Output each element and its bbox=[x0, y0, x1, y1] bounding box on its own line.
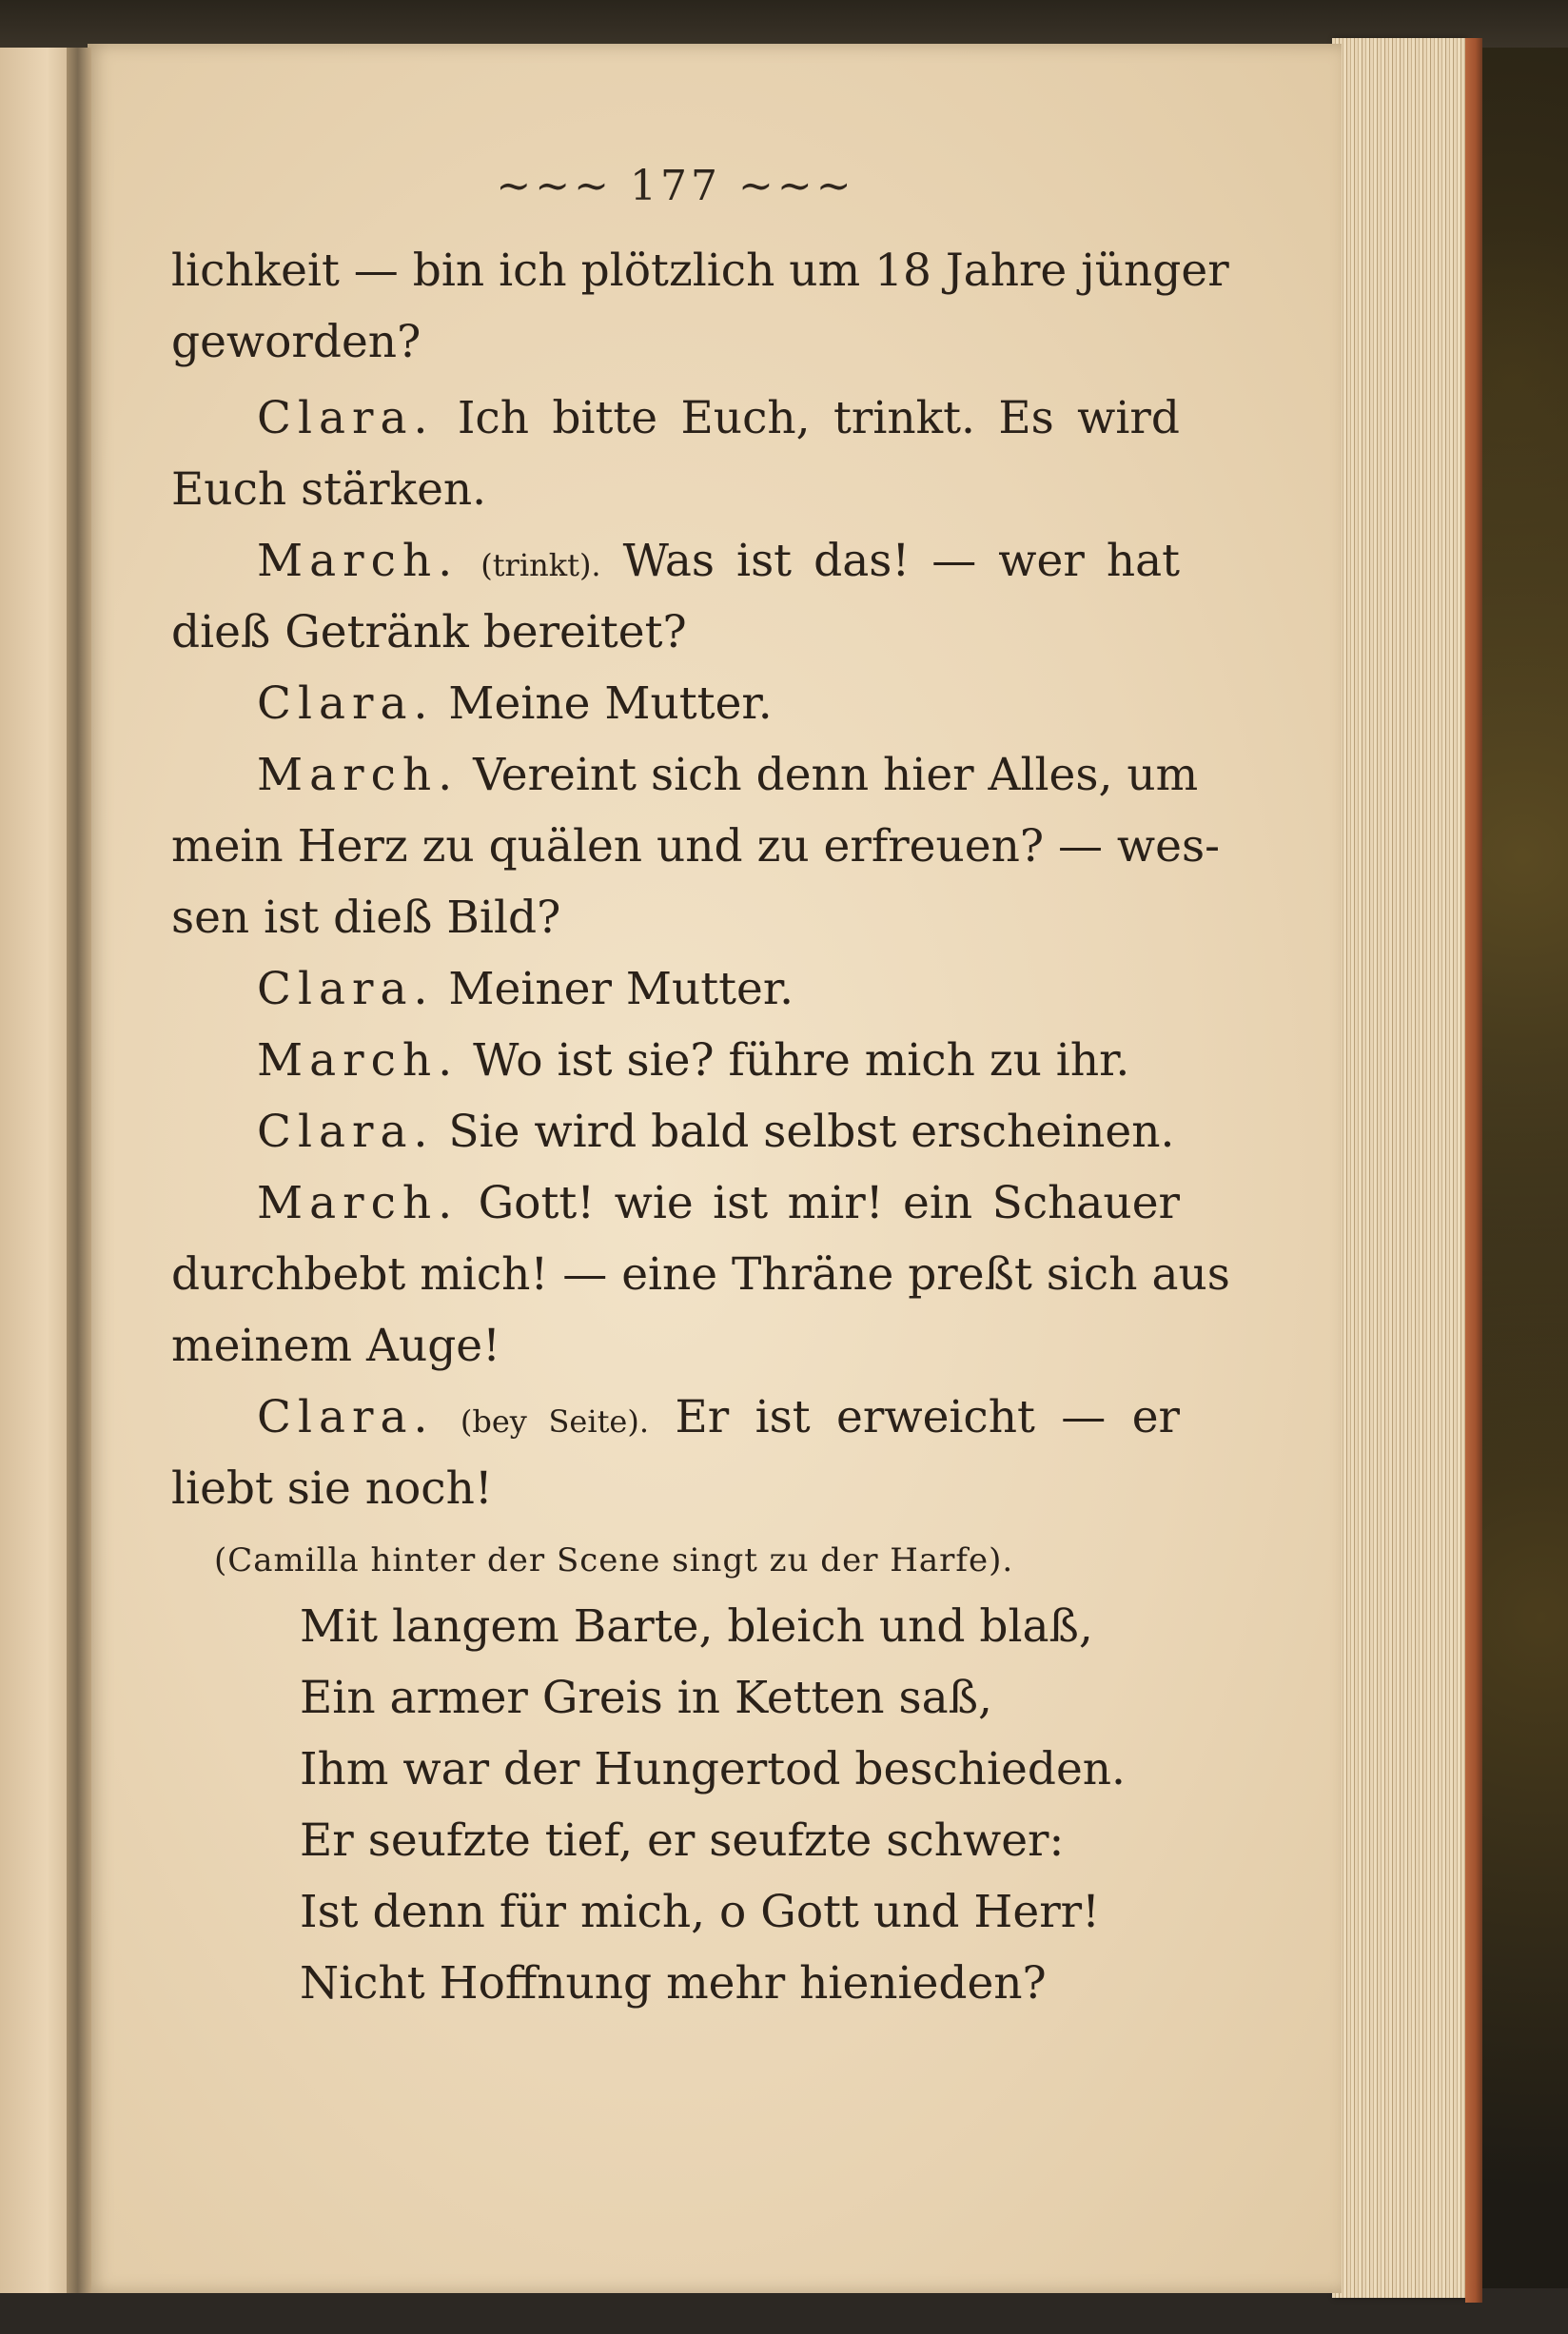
stage-direction: (Camilla hinter der Scene singt zu der Harfe). bbox=[214, 1541, 1014, 1579]
line-text: Was ist das! — wer hat bbox=[622, 535, 1181, 587]
verse-line: Nicht Hoffnung mehr hienieden? bbox=[300, 1957, 1047, 2010]
text-line bbox=[171, 1246, 1230, 1304]
text-line bbox=[171, 1461, 493, 1518]
line-text: liebt sie noch! bbox=[171, 1462, 493, 1515]
speaker-name: Clara. bbox=[257, 1106, 435, 1158]
verse-line: Mit langem Barte, bleich und blaß, bbox=[300, 1600, 1093, 1653]
verse-line: Ist denn für mich, o Gott und Herr! bbox=[300, 1886, 1101, 1938]
line-text: Wo ist sie? führe mich zu ihr. bbox=[473, 1034, 1130, 1087]
line-text: lichkeit — bin ich plötzlich um 18 Jahre jünger bbox=[171, 245, 1229, 297]
cover-board-edge bbox=[1465, 38, 1482, 2303]
text-line bbox=[171, 1318, 500, 1375]
verse-line: Er seufzte tief, er seufzte schwer: bbox=[300, 1814, 1065, 1867]
dialogue-line bbox=[257, 1389, 1180, 1450]
page-number-header: ~~~ 177 ~~~ bbox=[496, 162, 855, 210]
line-text: Euch stärken. bbox=[171, 463, 487, 516]
speaker-name: March. bbox=[257, 1177, 460, 1229]
line-text: geworden? bbox=[171, 316, 421, 368]
text-line bbox=[171, 818, 1220, 875]
speaker-name: March. bbox=[257, 749, 460, 801]
stage-direction-inline: (bey Seite). bbox=[460, 1403, 650, 1440]
line-text: Gott! wie ist mir! ein Schauer bbox=[478, 1177, 1180, 1229]
speaker-name: Clara. bbox=[257, 677, 435, 730]
dialogue-line bbox=[257, 1175, 1180, 1232]
page-stack-edge bbox=[1332, 38, 1465, 2298]
line-text: sen ist dieß Bild? bbox=[171, 892, 561, 944]
speaker-name: Clara. bbox=[257, 1391, 435, 1443]
dialogue-line bbox=[257, 1104, 1174, 1161]
speaker-name: March. bbox=[257, 1034, 460, 1087]
dialogue-line bbox=[257, 533, 1180, 594]
dialogue-line bbox=[257, 390, 1180, 447]
line-text: Meiner Mutter. bbox=[448, 963, 794, 1015]
text-line bbox=[171, 314, 421, 371]
speaker-name: March. bbox=[257, 535, 460, 587]
line-text: durchbebt mich! — eine Thräne preßt sich aus bbox=[171, 1248, 1230, 1301]
line-text: Vereint sich denn hier Alles, um bbox=[473, 749, 1199, 801]
line-text: dieß Getränk bereitet? bbox=[171, 606, 687, 658]
dialogue-line bbox=[257, 747, 1199, 804]
text-line bbox=[171, 243, 1229, 300]
line-text: Meine Mutter. bbox=[448, 677, 773, 730]
text-line bbox=[171, 604, 687, 661]
dialogue-line bbox=[257, 1032, 1129, 1089]
speaker-name: Clara. bbox=[257, 963, 435, 1015]
stage-direction-inline: (trinkt). bbox=[480, 547, 601, 583]
line-text: mein Herz zu quälen und zu erfreuen? — wes- bbox=[171, 820, 1220, 873]
book-gutter bbox=[67, 48, 91, 2293]
text-line bbox=[171, 461, 486, 519]
line-text: meinem Auge! bbox=[171, 1320, 501, 1372]
dialogue-line bbox=[257, 961, 794, 1018]
dialogue-line bbox=[257, 676, 773, 733]
line-text: Er ist erweicht — er bbox=[675, 1391, 1180, 1443]
text-line bbox=[171, 890, 560, 947]
verse-line: Ein armer Greis in Ketten saß, bbox=[300, 1672, 992, 1724]
line-text: Ich bitte Euch, trinkt. Es wird bbox=[457, 392, 1180, 444]
line-text: Sie wird bald selbst erscheinen. bbox=[448, 1106, 1175, 1158]
speaker-name: Clara. bbox=[257, 392, 435, 444]
verse-line: Ihm war der Hungertod beschieden. bbox=[300, 1743, 1126, 1795]
